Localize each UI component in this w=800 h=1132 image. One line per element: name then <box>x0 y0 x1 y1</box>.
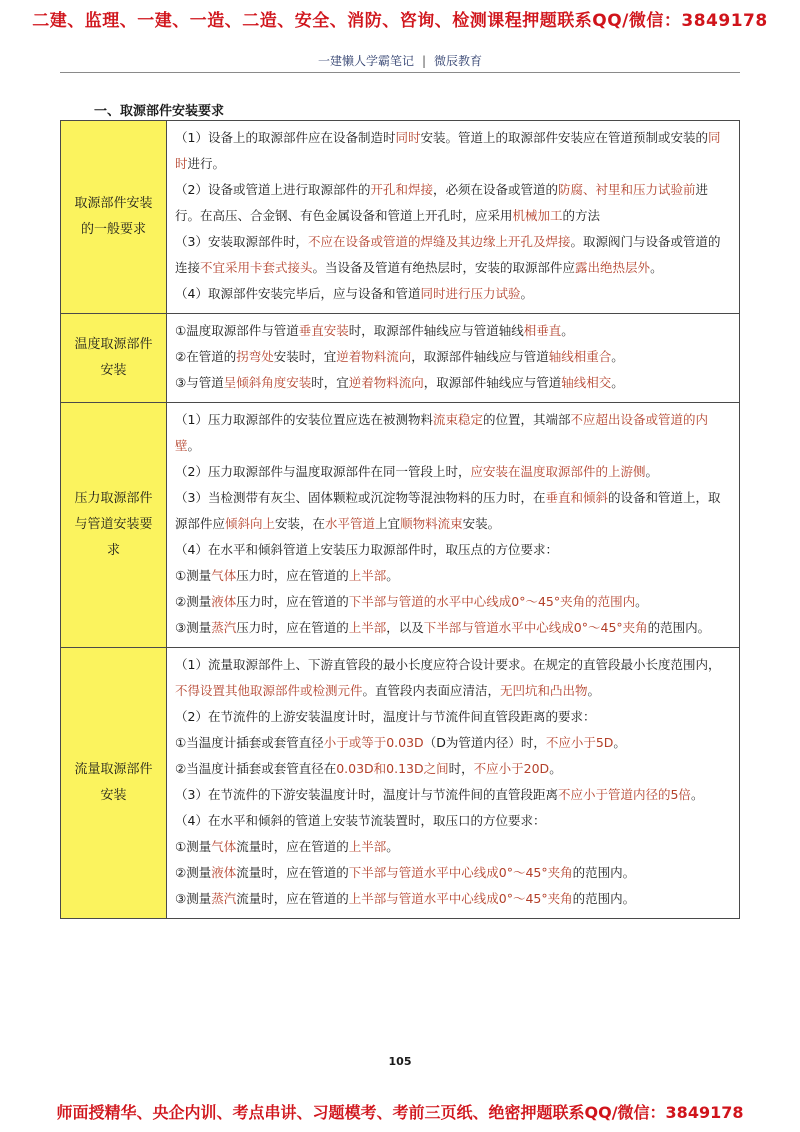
text: ，以及 <box>386 620 424 635</box>
text: 的位置，其端部 <box>482 412 571 427</box>
highlight: 水平管道 <box>325 516 376 531</box>
content-cell <box>167 314 740 403</box>
highlight: 同时 <box>175 130 721 171</box>
highlight: 呈倾斜角度安装 <box>223 375 312 390</box>
highlight: 相垂直 <box>523 323 562 338</box>
text: 的范围内。 <box>647 620 711 635</box>
text: 压力时，应在管道的 <box>236 594 349 609</box>
text: ，取源部件轴线应与管道 <box>411 349 549 364</box>
text: 。 <box>650 260 663 275</box>
text: 流量时，应在管道的 <box>236 839 349 854</box>
highlight: 上半部 <box>348 620 387 635</box>
text: （1）设备上的取源部件应在设备制造时 <box>175 130 396 145</box>
paragraph <box>175 407 731 459</box>
highlight: 同时进行压力试验 <box>420 286 521 301</box>
text: 。 <box>187 438 201 453</box>
paragraph <box>175 730 731 756</box>
paragraph <box>175 344 731 370</box>
highlight: 下半部与管道水平中心线成0°～45°夹角 <box>348 865 573 880</box>
text: （D为管道内径）时， <box>423 735 546 750</box>
highlight: 下半部与管道水平中心线成0°～45°夹角 <box>423 620 648 635</box>
highlight: 机械加工 <box>512 208 563 223</box>
paragraph <box>175 459 731 485</box>
highlight: 不得设置其他取源部件或检测元件 <box>175 683 363 698</box>
text: 。 <box>613 735 626 750</box>
text: 时，宜 <box>311 375 349 390</box>
category-cell: 取源部件安装的一般要求 <box>61 121 167 314</box>
paragraph <box>175 589 731 615</box>
text: 的范围内。 <box>572 891 636 906</box>
text: ③测量 <box>175 891 212 906</box>
paragraph <box>175 615 731 641</box>
highlight: 顺物料流束 <box>400 516 463 531</box>
highlight: 露出绝热层外 <box>575 260 651 275</box>
highlight: 0.03D和0.13D之间 <box>336 761 449 776</box>
text: ③与管道 <box>175 375 224 390</box>
table-row <box>61 121 740 314</box>
text: 压力时，应在管道的 <box>236 620 349 635</box>
highlight: 开孔和焊接 <box>370 182 433 197</box>
text: ②测量 <box>175 865 212 880</box>
text: ②在管道的 <box>175 349 237 364</box>
paragraph <box>175 318 731 344</box>
paragraph <box>175 860 731 886</box>
text: 流量时，应在管道的 <box>236 891 349 906</box>
paragraph <box>175 652 731 704</box>
text: 安装。管道上的取源部件安装应在管道预制或安装的 <box>420 130 708 145</box>
text: （1）流量取源部件上、下游直管段的最小长度应符合设计要求。在规定的直管段最小长度范围内， <box>175 657 721 672</box>
text: 。 <box>386 568 399 583</box>
text: ②当温度计插套或套管直径在 <box>175 761 337 776</box>
top-banner: 二建、监理、一建、一造、二造、安全、消防、咨询、检测课程押题联系QQ/微信：3849178 <box>32 11 768 31</box>
paragraph <box>175 563 731 589</box>
paragraph <box>175 370 731 396</box>
highlight: 不应小于管道内径的5倍 <box>557 787 691 802</box>
header-divider <box>60 72 740 73</box>
text: ①测量 <box>175 568 212 583</box>
highlight: 逆着物料流向 <box>348 375 424 390</box>
paragraph <box>175 229 731 281</box>
text: ，必须在设备或管道的 <box>432 182 558 197</box>
text: ③测量 <box>175 620 212 635</box>
text: （2）在节流件的上游安装温度计时，温度计与节流件间直管段距离的要求： <box>175 709 596 724</box>
category-cell: 温度取源部件安装 <box>61 314 167 403</box>
table-row <box>61 648 740 919</box>
content-cell <box>167 403 740 648</box>
text: 。 <box>386 839 399 854</box>
text: 流量时，应在管道的 <box>236 865 349 880</box>
paragraph <box>175 808 731 834</box>
header-right: 微辰教育 <box>434 54 483 68</box>
text: 。当设备及管道有绝热层时，安装的取源部件应 <box>312 260 576 275</box>
category-cell: 压力取源部件与管道安装要求 <box>61 403 167 648</box>
text: 。 <box>645 464 658 479</box>
highlight: 液体 <box>211 865 237 880</box>
highlight: 同时 <box>395 130 421 145</box>
text: 。 <box>635 594 648 609</box>
text: （2）压力取源部件与温度取源部件在同一管段上时， <box>175 464 471 479</box>
highlight: 流束稳定 <box>432 412 483 427</box>
text: 安装时，宜 <box>273 349 337 364</box>
text: ②测量 <box>175 594 212 609</box>
highlight: 不应在设备或管道的焊缝及其边缘上开孔及焊接 <box>307 234 571 249</box>
text: 的设备和管道上，取源部件应 <box>175 490 721 531</box>
page-number: 105 <box>388 1055 412 1068</box>
bottom-banner: 师面授精华、央企内训、考点串讲、习题模考、考前三页纸、绝密押题联系QQ/微信：3849178 <box>56 1103 744 1122</box>
header-left: 一建懒人学霸笔记 <box>317 54 414 68</box>
paragraph <box>175 537 731 563</box>
highlight: 下半部与管道的水平中心线成0°～45°夹角的范围内 <box>348 594 636 609</box>
text: 的方法 <box>562 208 601 223</box>
highlight: 垂直和倾斜 <box>545 490 608 505</box>
highlight: 上半部 <box>348 568 387 583</box>
text: （4）在水平和倾斜的管道上安装节流装置时，取压口的方位要求： <box>175 813 546 828</box>
paragraph <box>175 834 731 860</box>
paragraph <box>175 756 731 782</box>
content-cell <box>167 121 740 314</box>
text: （2）设备或管道上进行取源部件的 <box>175 182 371 197</box>
text: 的范围内。 <box>572 865 636 880</box>
paragraph <box>175 886 731 912</box>
highlight: 不应超出设备或管道的内壁 <box>175 412 709 453</box>
highlight: 气体 <box>211 568 237 583</box>
text: （3）在节流件的下游安装温度计时，温度计与节流件间的直管段距离 <box>175 787 558 802</box>
header-separator: | <box>421 54 427 68</box>
table-row <box>61 314 740 403</box>
text: ①当温度计插套或套管直径 <box>175 735 324 750</box>
requirements-table <box>60 120 740 919</box>
text: ①测量 <box>175 839 212 854</box>
highlight: 防腐、衬里和压力试验前 <box>558 182 696 197</box>
highlight: 轴线相交 <box>561 375 612 390</box>
paragraph <box>175 177 731 229</box>
highlight: 不应小于5D <box>545 735 614 750</box>
highlight: 拐弯处 <box>236 349 274 364</box>
content-cell <box>167 648 740 919</box>
text: 。直管段内表面应清洁， <box>362 683 501 698</box>
highlight: 不应小于20D <box>473 761 550 776</box>
text: 时， <box>448 761 474 776</box>
text: 安装，在 <box>275 516 326 531</box>
text: （3）安装取源部件时， <box>175 234 308 249</box>
text: 时，取源部件轴线应与管道轴线 <box>348 323 524 338</box>
text: （4）取源部件安装完毕后，应与设备和管道 <box>175 286 421 301</box>
text: ，取源部件轴线应与管道 <box>423 375 562 390</box>
text: 。 <box>690 787 704 802</box>
page-header <box>0 52 800 69</box>
highlight: 不宜采用卡套式接头 <box>200 260 313 275</box>
highlight: 蒸汽 <box>211 620 237 635</box>
text: 。取源阀门与设备或管道的连接 <box>175 234 721 275</box>
text: 。 <box>520 286 533 301</box>
text: ①温度取源部件与管道 <box>175 323 299 338</box>
highlight: 气体 <box>211 839 237 854</box>
text: 上宜 <box>375 516 401 531</box>
text: （1）压力取源部件的安装位置应选在被测物料 <box>175 412 433 427</box>
table-row <box>61 403 740 648</box>
highlight: 应安装在温度取源部件的上游侧 <box>470 464 646 479</box>
text: （4）在水平和倾斜管道上安装压力取源部件时，取压点的方位要求： <box>175 542 558 557</box>
highlight: 倾斜向上 <box>225 516 276 531</box>
highlight: 液体 <box>211 594 237 609</box>
paragraph <box>175 782 731 808</box>
paragraph <box>175 704 731 730</box>
text: 安装。 <box>462 516 501 531</box>
text: 。 <box>611 349 624 364</box>
text: （3）当检测带有灰尘、固体颗粒或沉淀物等混浊物料的压力时，在 <box>175 490 546 505</box>
text: 。 <box>611 375 624 390</box>
text: 进行。在高压、合金钢、有色金属设备和管道上开孔时，应采用 <box>175 182 709 223</box>
highlight: 蒸汽 <box>211 891 237 906</box>
highlight: 垂直安装 <box>298 323 349 338</box>
text: 。 <box>587 683 601 698</box>
category-cell: 流量取源部件安装 <box>61 648 167 919</box>
highlight: 逆着物料流向 <box>336 349 412 364</box>
paragraph <box>175 281 731 307</box>
highlight: 上半部 <box>348 839 387 854</box>
text: 。 <box>561 323 574 338</box>
highlight: 无凹坑和凸出物 <box>500 683 588 698</box>
paragraph <box>175 485 731 537</box>
highlight: 上半部与管道水平中心线成0°～45°夹角 <box>348 891 573 906</box>
highlight: 小于或等于0.03D <box>323 735 424 750</box>
highlight: 轴线相重合 <box>548 349 612 364</box>
text: 。 <box>549 761 562 776</box>
text: 压力时，应在管道的 <box>236 568 349 583</box>
paragraph <box>175 125 731 177</box>
text: 进行。 <box>187 156 226 171</box>
section-title: 一、取源部件安装要求 <box>94 104 225 119</box>
